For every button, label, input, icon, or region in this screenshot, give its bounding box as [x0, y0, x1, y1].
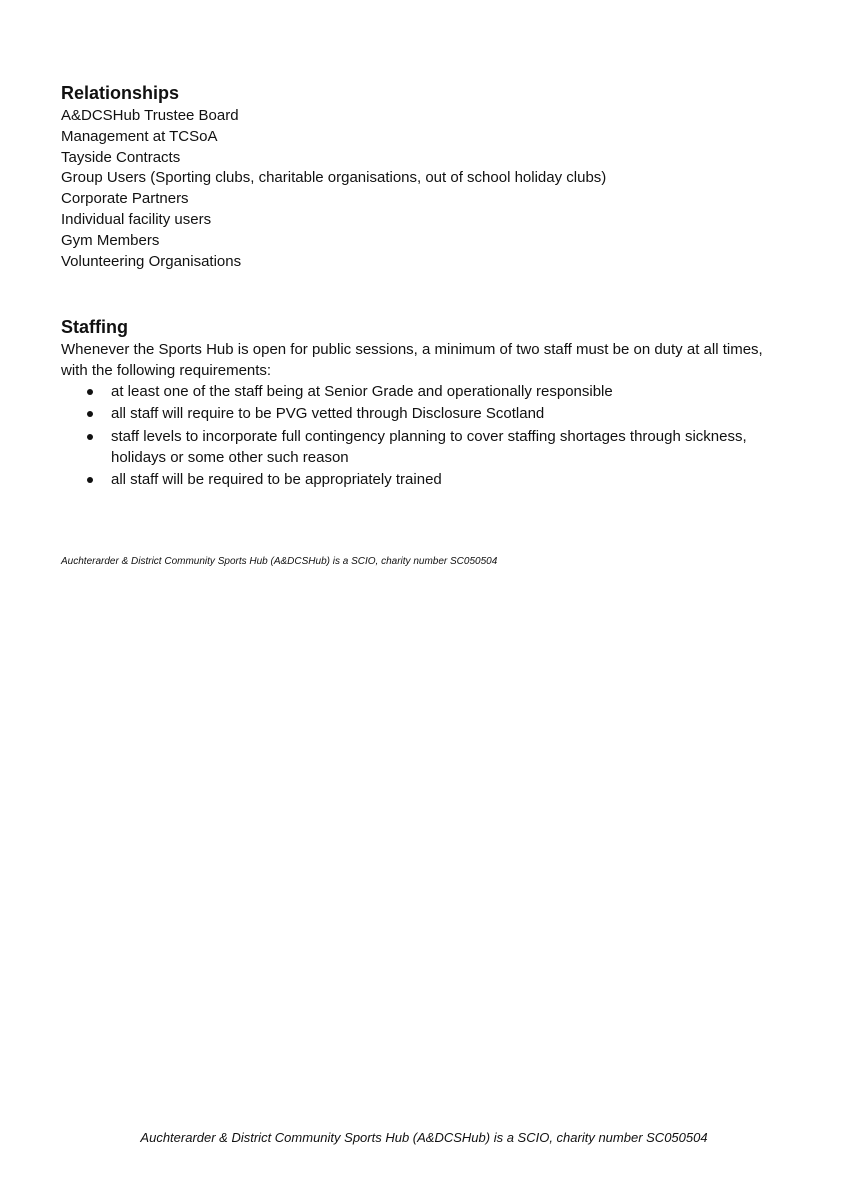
requirement-text: all staff will require to be PVG vetted through Disclosure Scotland [111, 405, 545, 423]
requirement-item [61, 404, 791, 425]
page-footer: Auchterarder & District Community Sports Hub (A&DCSHub) is a SCIO, charity number SC050504 [140, 1130, 708, 1145]
staffing-requirements-list [61, 382, 791, 492]
requirement-item [61, 427, 791, 469]
bullet-icon [87, 411, 93, 417]
relationship-item: Individual facility users [61, 210, 212, 228]
relationship-item: Corporate Partners [61, 190, 189, 208]
requirement-item [61, 470, 791, 491]
relationship-item: Tayside Contracts [61, 148, 181, 166]
staffing-heading: Staffing [61, 317, 128, 337]
bullet-icon [87, 389, 93, 395]
relationship-item: Gym Members [61, 231, 160, 249]
bullet-icon [87, 434, 93, 440]
bullet-icon [87, 477, 93, 483]
relationship-item: Management at TCSoA [61, 127, 218, 145]
relationship-item: Volunteering Organisations [61, 252, 242, 270]
requirement-text: all staff will be required to be appropriately trained [111, 470, 442, 488]
staffing-intro: Whenever the Sports Hub is open for public sessions, a minimum of two staff must be on duty at all times, with the following requirements: [61, 341, 763, 379]
relationships-heading: Relationships [61, 83, 180, 103]
requirement-text: staff levels to incorporate full contingency planning to cover staffing shortages through sickness, holidays or some other such reason [111, 427, 747, 466]
relationship-item: A&DCSHub Trustee Board [61, 107, 239, 124]
relationship-item: Group Users (Sporting clubs, charitable organisations, out of school holiday clubs) [61, 169, 607, 187]
inline-charity-note: Auchterarder & District Community Sports Hub (A&DCSHub) is a SCIO, charity number SC050504 [61, 556, 498, 567]
requirement-text: at least one of the staff being at Senior Grade and operationally responsible [111, 383, 613, 400]
relationships-list [61, 106, 606, 272]
requirement-item [61, 382, 791, 403]
